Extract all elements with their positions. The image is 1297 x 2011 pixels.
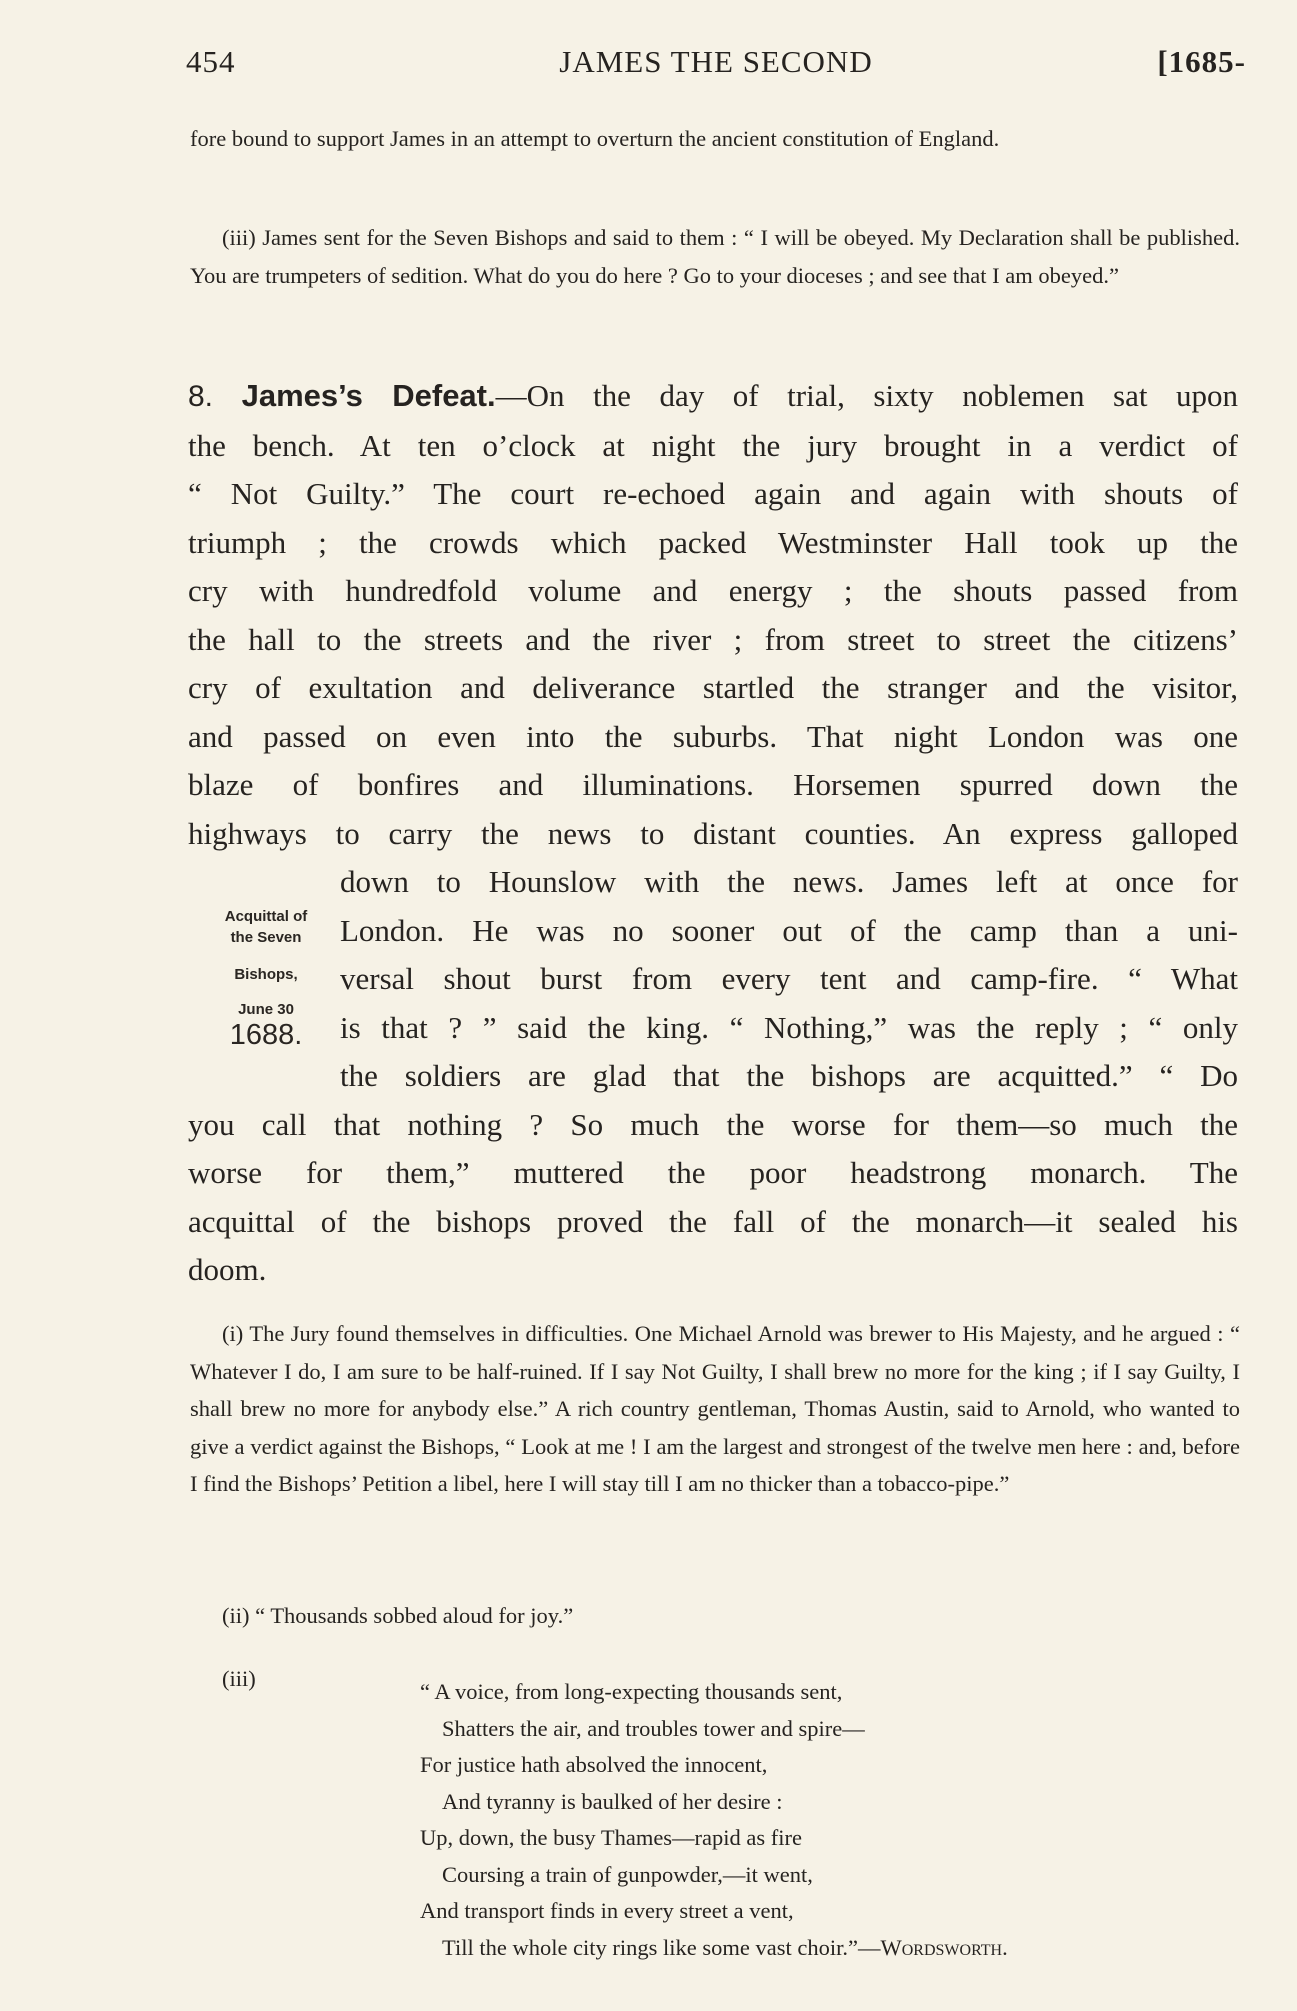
- margin-note: [196, 906, 336, 1050]
- continuation-note: fore bound to support James in an attempt to overturn the ancient constitution of England.: [190, 126, 1000, 151]
- section-8-body: [188, 372, 1238, 1295]
- body-line: blaze of bonfires and illuminations. Horsemen spurred down the: [188, 767, 1238, 802]
- poem-line: Till the whole city rings like some vast choir.”—Wordsworth.: [442, 1934, 1008, 1960]
- body-line: the hall to the streets and the river ; from street to street the citizens’: [188, 621, 1238, 657]
- margin-note-line: Acquittal of: [224, 908, 308, 925]
- note-ii: (ii) “ Thousands sobbed aloud for joy.”: [222, 1603, 574, 1628]
- body-line: down to Hounslow with the news. James left at once for: [340, 864, 1238, 899]
- page-header: [186, 44, 1246, 90]
- page-number: 454: [186, 44, 236, 79]
- body-line: is that ? ” said the king. “ Nothing,” was the reply ; “ only: [340, 1009, 1238, 1045]
- body-line: and passed on even into the suburbs. That night London was one: [188, 718, 1238, 754]
- margin-note-line: Bishops,: [234, 966, 298, 983]
- poem-line: “ A voice, from long-expecting thousands sent,: [420, 1679, 843, 1704]
- margin-note-line: the Seven: [230, 929, 302, 946]
- note-iii-label: (iii): [222, 1666, 256, 1691]
- body-line: highways to carry the news to distant counties. An express galloped: [188, 815, 1238, 851]
- poem-line: Up, down, the busy Thames—rapid as fire: [420, 1825, 803, 1850]
- body-line: acquittal of the bishops proved the fall of the monarch—it sealed his: [188, 1203, 1238, 1239]
- body-line: worse for them,” muttered the poor headstrong monarch. The: [188, 1155, 1238, 1190]
- body-line: you call that nothing ? So much the worse for them—so much the: [188, 1106, 1238, 1142]
- body-line: doom.: [188, 1252, 267, 1287]
- note-iii-top: (iii) James sent for the Seven Bishops and said to them : “ I will be obeyed. My Declaration shall be published. You are trumpeters of sedition. What do you do here ? Go to your dioceses ; and see that I am obeyed.”: [190, 225, 1240, 288]
- poem-line: Coursing a train of gunpowder,—it went,: [442, 1861, 813, 1887]
- section-number: 8.: [188, 380, 214, 413]
- poem-line: And transport finds in every street a vent,: [420, 1898, 794, 1923]
- section-heading: James’s Defeat.: [241, 378, 496, 413]
- running-title: JAMES THE SECOND: [559, 44, 873, 79]
- body-line: the bench. At ten o’clock at night the jury brought in a verdict of: [188, 427, 1238, 463]
- poem-line: And tyranny is baulked of her desire :: [442, 1788, 783, 1814]
- body-line: triumph ; the crowds which packed Westminster Hall took up the: [188, 524, 1238, 560]
- body-line: 8. James’s Defeat.—On the day of trial, sixty noblemen sat upon: [188, 378, 1238, 413]
- body-line: the soldiers are glad that the bishops are acquitted.” “ Do: [340, 1058, 1238, 1093]
- note-i: (i) The Jury found themselves in difficulties. One Michael Arnold was brewer to His Majesty, and he argued : “ Whatever I do, I am sure to be half-ruined. If I say Not Guilty, I shall brew no more for the king ; if I say Guilty, I shall brew no more for anybody else.” A rich country gentleman, Thomas Austin, said to Arnold, who wanted to give a verdict against the Bishops, “ Look at me ! I am the largest and strongest of the twelve men here : and, before I find the Bishops’ Petition a libel, here I will stay till I am no thicker than a tobacco-pipe.”: [190, 1321, 1240, 1496]
- poem-line: Shatters the air, and troubles tower and spire—: [442, 1715, 865, 1741]
- year-marker: [1685-: [1157, 44, 1246, 79]
- poem-line: For justice hath absolved the innocent,: [420, 1752, 768, 1777]
- margin-note-year: 1688.: [229, 1019, 303, 1051]
- body-line: versal shout burst from every tent and camp-fire. “ What: [340, 961, 1238, 996]
- body-line: cry with hundredfold volume and energy ; the shouts passed from: [188, 573, 1238, 608]
- body-line: London. He was no sooner out of the camp than a uni-: [340, 912, 1238, 948]
- body-line: “ Not Guilty.” The court re-echoed again and again with shouts of: [188, 476, 1238, 511]
- poem-author: Wordsworth.: [880, 1934, 1008, 1960]
- margin-note-date: June 30: [238, 1001, 294, 1018]
- wordsworth-poem: [420, 1674, 1280, 1966]
- body-line: cry of exultation and deliverance startled the stranger and the visitor,: [188, 670, 1238, 705]
